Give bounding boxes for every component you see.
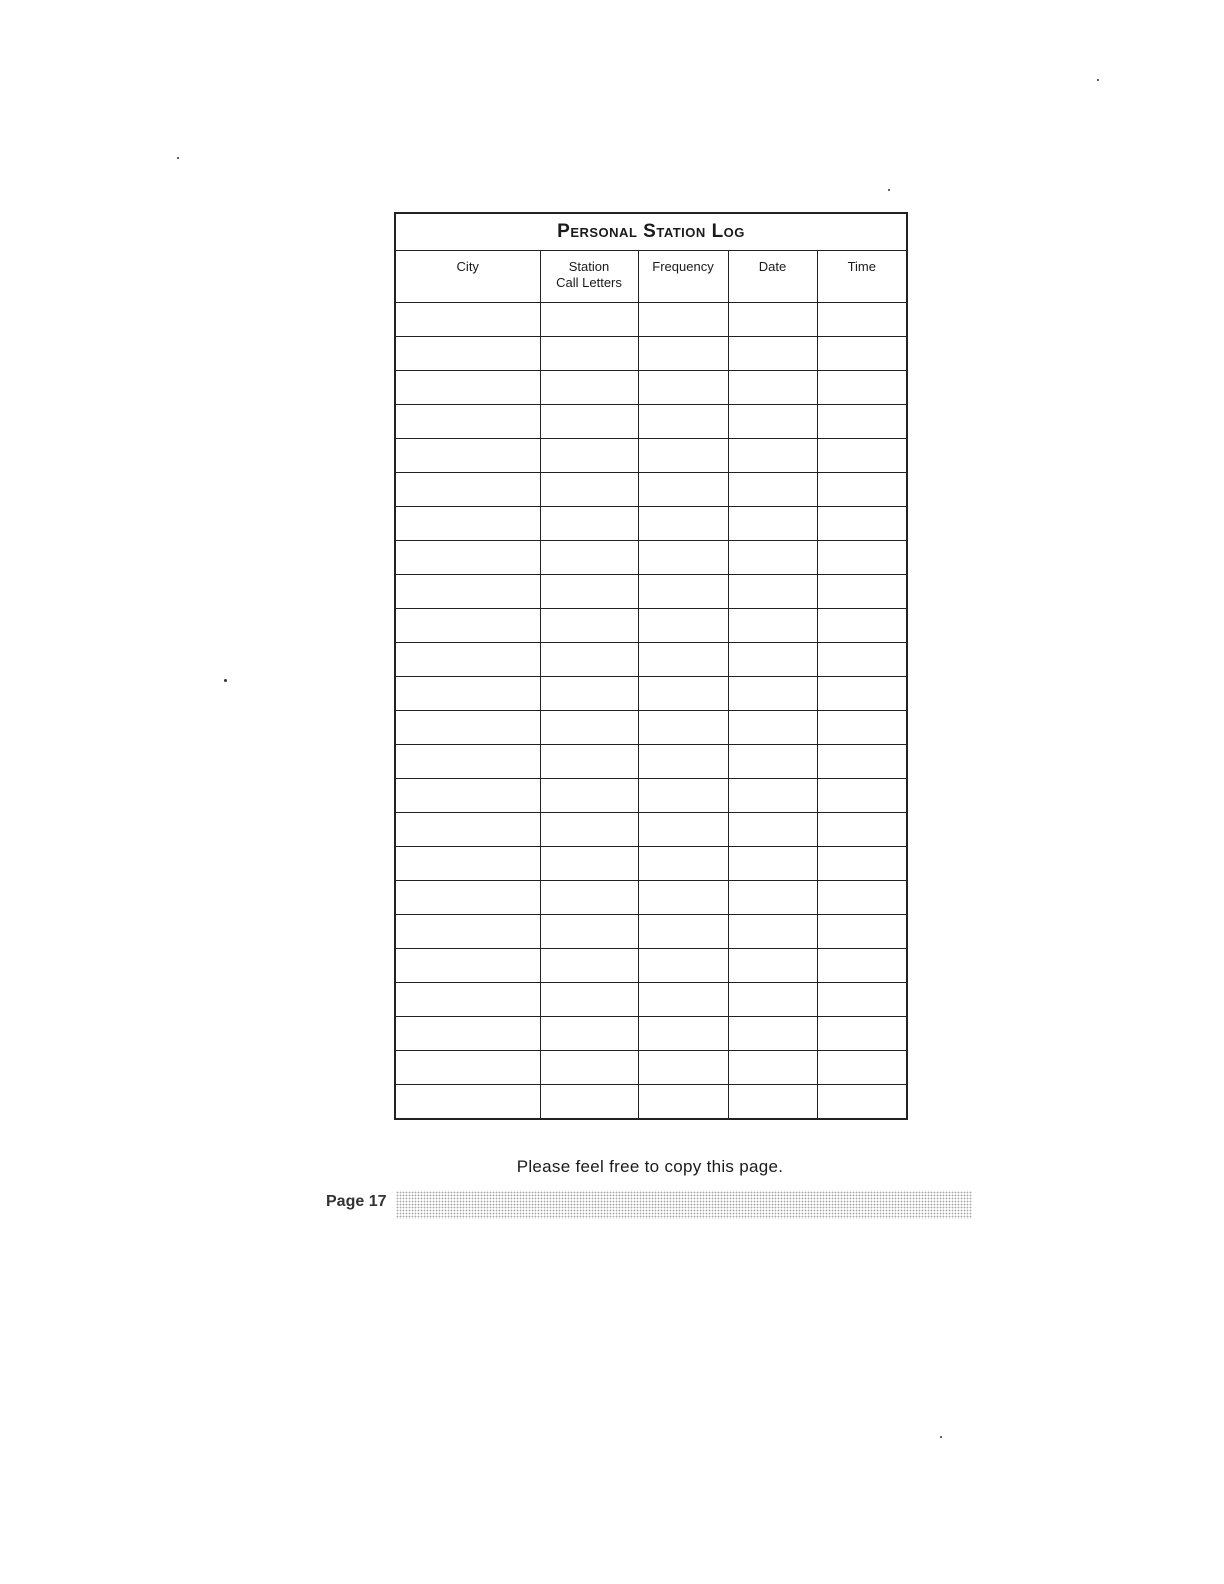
log-entry-cell <box>540 847 638 881</box>
log-entry-row <box>395 1051 907 1085</box>
log-entry-cell <box>638 847 728 881</box>
log-entry-cell <box>728 847 817 881</box>
log-entry-row <box>395 711 907 745</box>
log-entry-cell <box>638 337 728 371</box>
log-entry-cell <box>395 439 540 473</box>
log-entry-cell <box>817 473 907 507</box>
log-entry-cell <box>395 881 540 915</box>
log-entry-cell <box>638 439 728 473</box>
log-entry-cell <box>540 643 638 677</box>
log-entry-cell <box>728 813 817 847</box>
log-entry-cell <box>728 303 817 337</box>
log-entry-cell <box>540 1017 638 1051</box>
log-entry-cell <box>728 473 817 507</box>
log-entry-cell <box>540 1085 638 1120</box>
log-entry-cell <box>728 915 817 949</box>
log-entry-cell <box>395 1051 540 1085</box>
log-entry-cell <box>395 609 540 643</box>
scan-speck <box>888 189 890 191</box>
log-entry-cell <box>817 1085 907 1120</box>
log-entry-cell <box>638 677 728 711</box>
log-entry-cell <box>395 473 540 507</box>
log-entry-row <box>395 575 907 609</box>
log-entry-cell <box>728 983 817 1017</box>
log-entry-cell <box>638 949 728 983</box>
log-entry-cell <box>638 371 728 405</box>
log-entry-cell <box>638 405 728 439</box>
log-entry-cell <box>395 1017 540 1051</box>
log-entry-cell <box>540 303 638 337</box>
log-entry-cell <box>817 881 907 915</box>
log-title-row <box>395 213 907 251</box>
log-header-row <box>395 251 907 303</box>
scan-speck <box>1097 79 1099 81</box>
log-entry-cell <box>817 813 907 847</box>
log-entry-cell <box>728 677 817 711</box>
log-entry-cell <box>638 745 728 779</box>
log-entry-row <box>395 405 907 439</box>
log-entry-cell <box>728 1017 817 1051</box>
log-entry-cell <box>395 303 540 337</box>
log-entry-cell <box>395 847 540 881</box>
log-entry-cell <box>817 711 907 745</box>
log-entry-row <box>395 473 907 507</box>
log-entry-row <box>395 541 907 575</box>
log-title: Personal Station Log <box>395 213 907 251</box>
log-entry-cell <box>728 949 817 983</box>
log-entry-cell <box>638 541 728 575</box>
log-entry-cell <box>817 677 907 711</box>
log-entry-cell <box>817 949 907 983</box>
log-entry-cell <box>540 881 638 915</box>
log-entry-cell <box>540 983 638 1017</box>
log-entry-cell <box>817 439 907 473</box>
log-entry-cell <box>395 915 540 949</box>
footer-halftone-band <box>396 1191 972 1219</box>
log-entry-cell <box>395 813 540 847</box>
column-header-date: Date <box>728 251 817 303</box>
log-entry-cell <box>540 473 638 507</box>
log-entry-cell <box>540 405 638 439</box>
log-entry-cell <box>395 643 540 677</box>
log-entry-cell <box>395 1085 540 1120</box>
log-entry-cell <box>540 779 638 813</box>
log-entry-row <box>395 983 907 1017</box>
log-entry-cell <box>540 575 638 609</box>
scan-speck <box>224 679 227 682</box>
log-entry-cell <box>638 609 728 643</box>
log-entry-cell <box>395 371 540 405</box>
page-footer <box>326 1189 972 1221</box>
log-entry-cell <box>540 711 638 745</box>
copy-permission-note: Please feel free to copy this page. <box>516 1157 784 1176</box>
log-entry-cell <box>540 507 638 541</box>
log-entry-cell <box>728 1051 817 1085</box>
log-entry-cell <box>817 303 907 337</box>
log-entry-cell <box>540 745 638 779</box>
log-entry-cell <box>395 983 540 1017</box>
log-entry-cell <box>638 983 728 1017</box>
log-entry-cell <box>817 643 907 677</box>
log-entry-row <box>395 439 907 473</box>
log-entry-cell <box>395 677 540 711</box>
column-header-station-call-letters: Station Call Letters <box>540 251 638 303</box>
log-entry-row <box>395 915 907 949</box>
log-entry-cell <box>395 711 540 745</box>
log-entry-cell <box>395 575 540 609</box>
log-entry-cell <box>728 439 817 473</box>
log-entry-cell <box>728 507 817 541</box>
log-entry-cell <box>817 847 907 881</box>
log-entry-cell <box>728 405 817 439</box>
log-entry-cell <box>638 1017 728 1051</box>
log-entry-cell <box>817 609 907 643</box>
log-entry-cell <box>728 575 817 609</box>
column-header-time: Time <box>817 251 907 303</box>
log-entry-cell <box>638 711 728 745</box>
log-entry-cell <box>638 303 728 337</box>
log-entry-cell <box>728 337 817 371</box>
log-entry-cell <box>817 507 907 541</box>
log-entry-cell <box>728 1085 817 1120</box>
log-entry-cell <box>817 779 907 813</box>
log-body <box>395 303 907 1120</box>
log-entry-cell <box>817 575 907 609</box>
log-entry-cell <box>817 983 907 1017</box>
log-entry-cell <box>817 745 907 779</box>
column-header-frequency: Frequency <box>638 251 728 303</box>
log-entry-cell <box>395 405 540 439</box>
log-entry-cell <box>395 507 540 541</box>
log-entry-cell <box>728 609 817 643</box>
log-entry-cell <box>638 1051 728 1085</box>
log-entry-cell <box>638 813 728 847</box>
log-entry-cell <box>728 779 817 813</box>
page-number: Page 17 <box>326 1193 387 1210</box>
log-entry-cell <box>395 541 540 575</box>
log-entry-cell <box>540 915 638 949</box>
scan-speck <box>177 157 179 159</box>
log-entry-cell <box>728 745 817 779</box>
log-entry-row <box>395 949 907 983</box>
log-entry-row <box>395 779 907 813</box>
scan-speck <box>940 1436 942 1438</box>
log-entry-cell <box>638 915 728 949</box>
log-entry-row <box>395 371 907 405</box>
log-entry-cell <box>540 541 638 575</box>
log-entry-cell <box>728 711 817 745</box>
log-entry-cell <box>638 473 728 507</box>
log-entry-cell <box>540 1051 638 1085</box>
log-entry-row <box>395 609 907 643</box>
log-entry-cell <box>395 949 540 983</box>
log-entry-cell <box>817 371 907 405</box>
log-entry-cell <box>728 371 817 405</box>
log-entry-row <box>395 337 907 371</box>
log-entry-row <box>395 847 907 881</box>
column-header-city: City <box>395 251 540 303</box>
log-entry-row <box>395 881 907 915</box>
log-entry-cell <box>728 881 817 915</box>
log-entry-cell <box>395 779 540 813</box>
log-entry-row <box>395 677 907 711</box>
log-entry-cell <box>540 677 638 711</box>
personal-station-log-table <box>394 212 908 1120</box>
log-entry-cell <box>728 541 817 575</box>
log-entry-cell <box>638 643 728 677</box>
log-entry-row <box>395 1017 907 1051</box>
log-entry-row <box>395 745 907 779</box>
log-entry-cell <box>540 949 638 983</box>
log-entry-cell <box>638 507 728 541</box>
log-entry-cell <box>817 1051 907 1085</box>
log-entry-cell <box>817 1017 907 1051</box>
log-entry-cell <box>540 337 638 371</box>
log-entry-cell <box>638 575 728 609</box>
log-entry-cell <box>540 439 638 473</box>
log-entry-cell <box>817 337 907 371</box>
log-entry-cell <box>817 405 907 439</box>
log-entry-cell <box>638 1085 728 1120</box>
log-entry-cell <box>817 541 907 575</box>
log-entry-row <box>395 303 907 337</box>
log-entry-cell <box>638 881 728 915</box>
log-entry-cell <box>395 337 540 371</box>
log-entry-cell <box>728 643 817 677</box>
log-entry-cell <box>817 915 907 949</box>
log-entry-cell <box>395 745 540 779</box>
log-entry-cell <box>540 371 638 405</box>
log-entry-cell <box>540 813 638 847</box>
log-entry-row <box>395 813 907 847</box>
log-entry-row <box>395 507 907 541</box>
log-entry-cell <box>638 779 728 813</box>
log-entry-row <box>395 643 907 677</box>
log-entry-row <box>395 1085 907 1120</box>
log-entry-cell <box>540 609 638 643</box>
